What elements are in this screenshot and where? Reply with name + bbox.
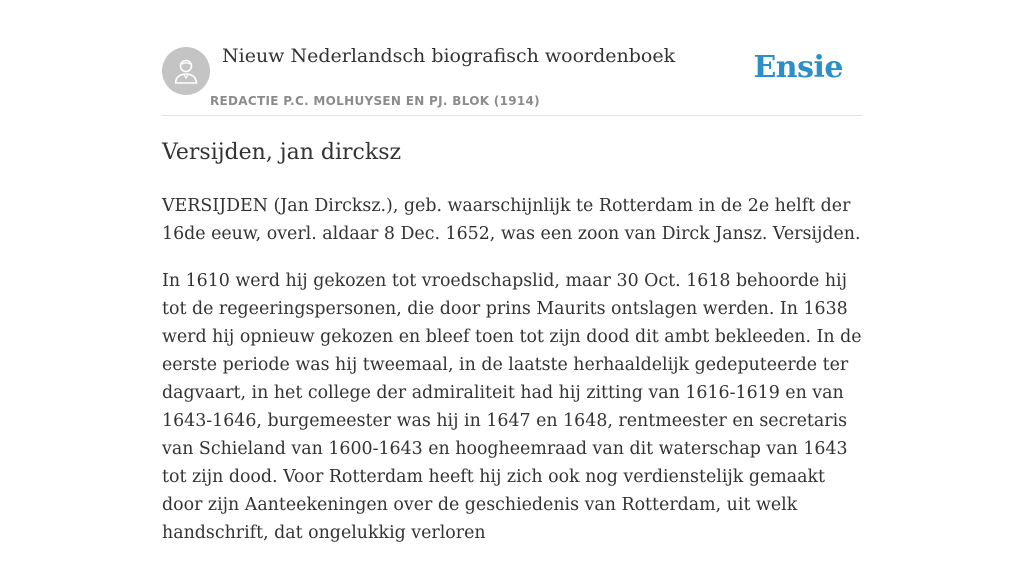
entry-paragraph: VERSIJDEN (Jan Dircksz.), geb. waarschijnlijk te Rotterdam in de 2e helft der 16de eeuw, overl. aldaar 8 Dec. 1652, was een zoon van Dirck Jansz. Versijden. xyxy=(162,196,861,244)
article-card xyxy=(162,0,862,543)
article-header xyxy=(162,0,862,116)
ensie-logo[interactable]: Ensie xyxy=(753,50,843,85)
entry-title: Versijden, jan dircksz xyxy=(162,140,402,165)
entry-body xyxy=(162,192,862,566)
source-title[interactable]: Nieuw Nederlandsch biografisch woordenboek xyxy=(222,45,676,67)
user-icon xyxy=(172,56,200,86)
entry-paragraph: In 1610 werd hij gekozen tot vroedschapslid, maar 30 Oct. 1618 behoorde hij tot de regeeringspersonen, die door prins Maurits ontslagen werden. In 1638 werd hij opnieuw gekozen en bleef toen tot zijn dood dit ambt bekleeden. In de eerste periode was hij tweemaal, in de laatste herhaaldelijk gedeputeerde ter dagvaart, in het college der admiraliteit had hij zitting van 1616-1619 en van 1643-1646, burgemeester was hij in 1647 en 1648, rentmeester en secretaris van Schieland van 1600-1643 en hoogheemraad van dit waterschap van 1643 tot zijn dood. Voor Rotterdam heeft hij zich ook nog verdienstelijk gemaakt door zijn Aanteekeningen over de geschiedenis van Rotterdam, uit welk handschrift, dat ongelukkig verloren xyxy=(162,271,862,543)
avatar xyxy=(162,47,210,95)
source-editors: REDACTIE P.C. MOLHUYSEN EN PJ. BLOK (1914) xyxy=(210,94,540,108)
